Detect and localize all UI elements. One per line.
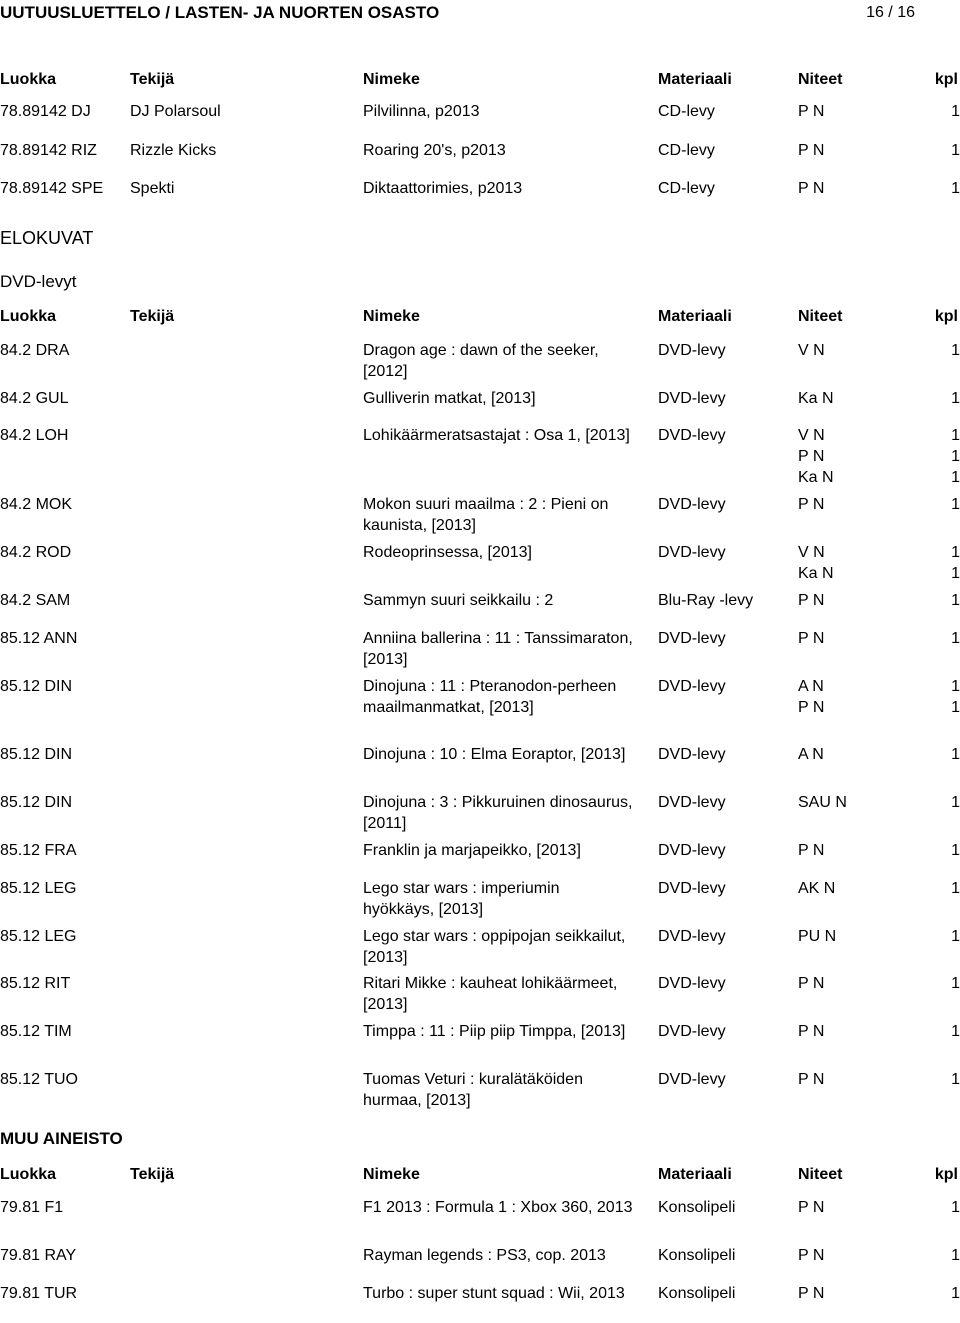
cell-luokka: 84.2 MOK — [0, 496, 73, 513]
cell-kpl — [920, 590, 960, 611]
kpl-count: 1 — [951, 630, 960, 647]
niteet-code: AK N — [798, 880, 836, 897]
kpl-count: 1 — [951, 1199, 960, 1216]
kpl-count: 1 — [951, 880, 960, 897]
cell-tekija: Spekti — [130, 180, 175, 197]
kpl-count: 1 — [951, 342, 960, 359]
cell-kpl — [920, 744, 960, 765]
cell-nimeke: Gulliverin matkat, [2013] — [363, 390, 536, 407]
cell-kpl — [920, 792, 960, 813]
cell-kpl — [920, 840, 960, 861]
niteet-code: P N — [798, 496, 825, 513]
cell-kpl — [920, 676, 960, 718]
cell-materiaali: DVD-levy — [658, 880, 726, 897]
kpl-count: 1 — [951, 427, 960, 444]
header-kpl: kpl — [934, 71, 958, 88]
kpl-count: 1 — [951, 842, 960, 859]
cell-nimeke: Dinojuna : 3 : Pikkuruinen dinosaurus, [2011] — [363, 794, 633, 832]
header-tekija: Tekijä — [130, 308, 175, 325]
header-niteet: Niteet — [798, 71, 843, 88]
cell-luokka: 84.2 SAM — [0, 592, 71, 609]
cell-niteet — [798, 101, 908, 122]
cell-nimeke: Timppa : 11 : Piip piip Timppa, [2013] — [363, 1023, 626, 1040]
niteet-code: P N — [798, 975, 825, 992]
header-niteet: Niteet — [798, 308, 843, 325]
cell-nimeke: Franklin ja marjapeikko, [2013] — [363, 842, 581, 859]
niteet-code: P N — [798, 630, 825, 647]
cell-luokka: 84.2 GUL — [0, 390, 69, 407]
cell-nimeke: Pilvilinna, p2013 — [363, 103, 480, 120]
niteet-code: P N — [798, 103, 825, 120]
header-tekija: Tekijä — [130, 1166, 175, 1183]
cell-kpl — [920, 494, 960, 515]
kpl-count: 1 — [951, 928, 960, 945]
cell-niteet — [798, 840, 908, 861]
cell-niteet — [798, 140, 908, 161]
header-tekija: Tekijä — [130, 71, 175, 88]
cell-niteet — [798, 1197, 908, 1218]
cell-nimeke: Lego star wars : oppipojan seikkailut, [2013] — [363, 928, 626, 966]
cell-nimeke: Rodeoprinsessa, [2013] — [363, 544, 532, 561]
niteet-code: P N — [798, 842, 825, 859]
kpl-count: 1 — [951, 592, 960, 609]
header-materiaali: Materiaali — [658, 1166, 732, 1183]
cell-kpl — [920, 388, 960, 409]
cell-luokka: 85.12 LEG — [0, 928, 77, 945]
cell-materiaali: DVD-levy — [658, 975, 726, 992]
cell-niteet — [798, 425, 908, 488]
cell-materiaali: Blu-Ray -levy — [658, 592, 754, 609]
kpl-count: 1 — [951, 544, 960, 561]
cell-kpl — [920, 973, 960, 994]
niteet-code: V N — [798, 427, 825, 444]
cell-niteet — [798, 628, 908, 649]
header-nimeke: Nimeke — [363, 71, 420, 88]
cell-kpl — [920, 628, 960, 649]
cell-kpl — [920, 1197, 960, 1218]
cell-materiaali: CD-levy — [658, 103, 715, 120]
kpl-count: 1 — [951, 699, 960, 716]
cell-niteet — [798, 590, 908, 611]
cell-materiaali: DVD-levy — [658, 1023, 726, 1040]
cell-nimeke: F1 2013 : Formula 1 : Xbox 360, 2013 — [363, 1199, 633, 1216]
header-niteet: Niteet — [798, 1166, 843, 1183]
kpl-count: 1 — [951, 975, 960, 992]
cell-luokka: 85.12 DIN — [0, 794, 73, 811]
cell-nimeke: Dinojuna : 11 : Pteranodon-perheen maailmanmatkat, [2013] — [363, 678, 617, 716]
section-muu: MUU AINEISTO — [0, 1129, 123, 1148]
cell-materiaali: DVD-levy — [658, 678, 726, 695]
cell-materiaali: DVD-levy — [658, 842, 726, 859]
cell-materiaali: Konsolipeli — [658, 1285, 736, 1302]
kpl-count: 1 — [951, 746, 960, 763]
cell-nimeke: Diktaattorimies, p2013 — [363, 180, 523, 197]
cell-niteet — [798, 1069, 908, 1090]
cell-luokka: 85.12 TIM — [0, 1023, 72, 1040]
cell-luokka: 84.2 LOH — [0, 427, 69, 444]
cell-nimeke: Anniina ballerina : 11 : Tanssimaraton, [2013] — [363, 630, 633, 668]
cell-kpl — [920, 1069, 960, 1090]
cell-nimeke: Dragon age : dawn of the seeker, [2012] — [363, 342, 599, 380]
cell-materiaali: DVD-levy — [658, 794, 726, 811]
cell-luokka: 78.89142 SPE — [0, 180, 104, 197]
cell-kpl — [920, 101, 960, 122]
cell-luokka: 79.81 RAY — [0, 1247, 77, 1264]
kpl-count: 1 — [951, 1071, 960, 1088]
cell-niteet — [798, 792, 908, 813]
niteet-code: V N — [798, 544, 825, 561]
header-nimeke: Nimeke — [363, 1166, 420, 1183]
cell-luokka: 79.81 F1 — [0, 1199, 64, 1216]
cell-luokka: 85.12 DIN — [0, 678, 73, 695]
cell-niteet — [798, 340, 908, 361]
cell-luokka: 84.2 ROD — [0, 544, 72, 561]
cell-niteet — [798, 878, 908, 899]
cell-kpl — [920, 340, 960, 361]
cell-materiaali: DVD-levy — [658, 427, 726, 444]
kpl-count: 1 — [951, 469, 960, 486]
cell-nimeke: Dinojuna : 10 : Elma Eoraptor, [2013] — [363, 746, 626, 763]
cell-nimeke: Lego star wars : imperiumin hyökkäys, [2013] — [363, 880, 560, 918]
cell-luokka: 84.2 DRA — [0, 342, 70, 359]
header-materiaali: Materiaali — [658, 308, 732, 325]
header-kpl: kpl — [934, 1166, 958, 1183]
kpl-count: 1 — [951, 1285, 960, 1302]
cell-nimeke: Lohikäärmeratsastajat : Osa 1, [2013] — [363, 427, 630, 444]
cell-materiaali: DVD-levy — [658, 630, 726, 647]
cell-kpl — [920, 178, 960, 199]
niteet-code: Ka N — [798, 469, 834, 486]
cell-nimeke: Ritari Mikke : kauheat lohikäärmeet, [2013] — [363, 975, 618, 1013]
cell-niteet — [798, 1283, 908, 1304]
header-luokka: Luokka — [0, 1166, 57, 1183]
section-dvd: DVD-levyt — [0, 272, 77, 291]
cell-materiaali: CD-levy — [658, 142, 715, 159]
niteet-code: P N — [798, 1199, 825, 1216]
cell-nimeke: Sammyn suuri seikkailu : 2 — [363, 592, 554, 609]
page-number: 16 / 16 — [866, 4, 915, 21]
cell-materiaali: DVD-levy — [658, 1071, 726, 1088]
kpl-count: 1 — [951, 1247, 960, 1264]
niteet-code: P N — [798, 180, 825, 197]
cell-materiaali: DVD-levy — [658, 746, 726, 763]
niteet-code: P N — [798, 1285, 825, 1302]
cell-luokka: 85.12 RIT — [0, 975, 71, 992]
cell-kpl — [920, 1245, 960, 1266]
cell-niteet — [798, 744, 908, 765]
niteet-code: P N — [798, 448, 825, 465]
cell-niteet — [798, 494, 908, 515]
header-materiaali: Materiaali — [658, 71, 732, 88]
kpl-count: 1 — [951, 448, 960, 465]
cell-niteet — [798, 926, 908, 947]
cell-niteet — [798, 973, 908, 994]
kpl-count: 1 — [951, 678, 960, 695]
niteet-code: A N — [798, 678, 824, 695]
cell-niteet — [798, 542, 908, 584]
cell-kpl — [920, 1283, 960, 1304]
cell-kpl — [920, 878, 960, 899]
niteet-code: PU N — [798, 928, 837, 945]
niteet-code: Ka N — [798, 565, 834, 582]
page-title: UUTUUSLUETTELO / LASTEN- JA NUORTEN OSASTO — [0, 3, 440, 22]
niteet-code: P N — [798, 1247, 825, 1264]
kpl-count: 1 — [951, 794, 960, 811]
header-nimeke: Nimeke — [363, 308, 420, 325]
niteet-code: SAU N — [798, 794, 847, 811]
cell-niteet — [798, 1245, 908, 1266]
cell-materiaali: Konsolipeli — [658, 1247, 736, 1264]
cell-kpl — [920, 542, 960, 584]
cell-tekija: Rizzle Kicks — [130, 142, 217, 159]
cell-luokka: 78.89142 RIZ — [0, 142, 97, 159]
cell-nimeke: Tuomas Veturi : kuralätäköiden hurmaa, [2013] — [363, 1071, 583, 1109]
kpl-count: 1 — [951, 142, 960, 159]
kpl-count: 1 — [951, 565, 960, 582]
cell-materiaali: Konsolipeli — [658, 1199, 736, 1216]
cell-materiaali: DVD-levy — [658, 496, 726, 513]
cell-luokka: 85.12 FRA — [0, 842, 77, 859]
header-kpl: kpl — [934, 308, 958, 325]
cell-niteet — [798, 1021, 908, 1042]
kpl-count: 1 — [951, 103, 960, 120]
section-elokuvat: ELOKUVAT — [0, 228, 94, 248]
cell-kpl — [920, 926, 960, 947]
cell-luokka: 85.12 TUO — [0, 1071, 78, 1088]
kpl-count: 1 — [951, 390, 960, 407]
cell-nimeke: Rayman legends : PS3, cop. 2013 — [363, 1247, 606, 1264]
cell-kpl — [920, 140, 960, 161]
cell-nimeke: Mokon suuri maailma : 2 : Pieni on kaunista, [2013] — [363, 496, 609, 534]
niteet-code: P N — [798, 1023, 825, 1040]
cell-materiaali: CD-levy — [658, 180, 715, 197]
kpl-count: 1 — [951, 496, 960, 513]
cell-luokka: 79.81 TUR — [0, 1285, 78, 1302]
cell-luokka: 85.12 DIN — [0, 746, 73, 763]
niteet-code: Ka N — [798, 390, 834, 407]
cell-materiaali: DVD-levy — [658, 342, 726, 359]
cell-nimeke: Turbo : super stunt squad : Wii, 2013 — [363, 1285, 625, 1302]
cell-luokka: 85.12 LEG — [0, 880, 77, 897]
cell-materiaali: DVD-levy — [658, 544, 726, 561]
cell-nimeke: Roaring 20's, p2013 — [363, 142, 506, 159]
cell-luokka: 78.89142 DJ — [0, 103, 91, 120]
niteet-code: P N — [798, 142, 825, 159]
header-luokka: Luokka — [0, 308, 57, 325]
niteet-code: P N — [798, 592, 825, 609]
cell-niteet — [798, 676, 908, 718]
kpl-count: 1 — [951, 180, 960, 197]
cell-materiaali: DVD-levy — [658, 390, 726, 407]
kpl-count: 1 — [951, 1023, 960, 1040]
niteet-code: V N — [798, 342, 825, 359]
cell-luokka: 85.12 ANN — [0, 630, 78, 647]
cell-materiaali: DVD-levy — [658, 928, 726, 945]
cell-kpl — [920, 1021, 960, 1042]
header-luokka: Luokka — [0, 71, 57, 88]
cell-niteet — [798, 178, 908, 199]
cell-niteet — [798, 388, 908, 409]
niteet-code: P N — [798, 699, 825, 716]
cell-kpl — [920, 425, 960, 488]
niteet-code: P N — [798, 1071, 825, 1088]
niteet-code: A N — [798, 746, 824, 763]
cell-tekija: DJ Polarsoul — [130, 103, 221, 120]
